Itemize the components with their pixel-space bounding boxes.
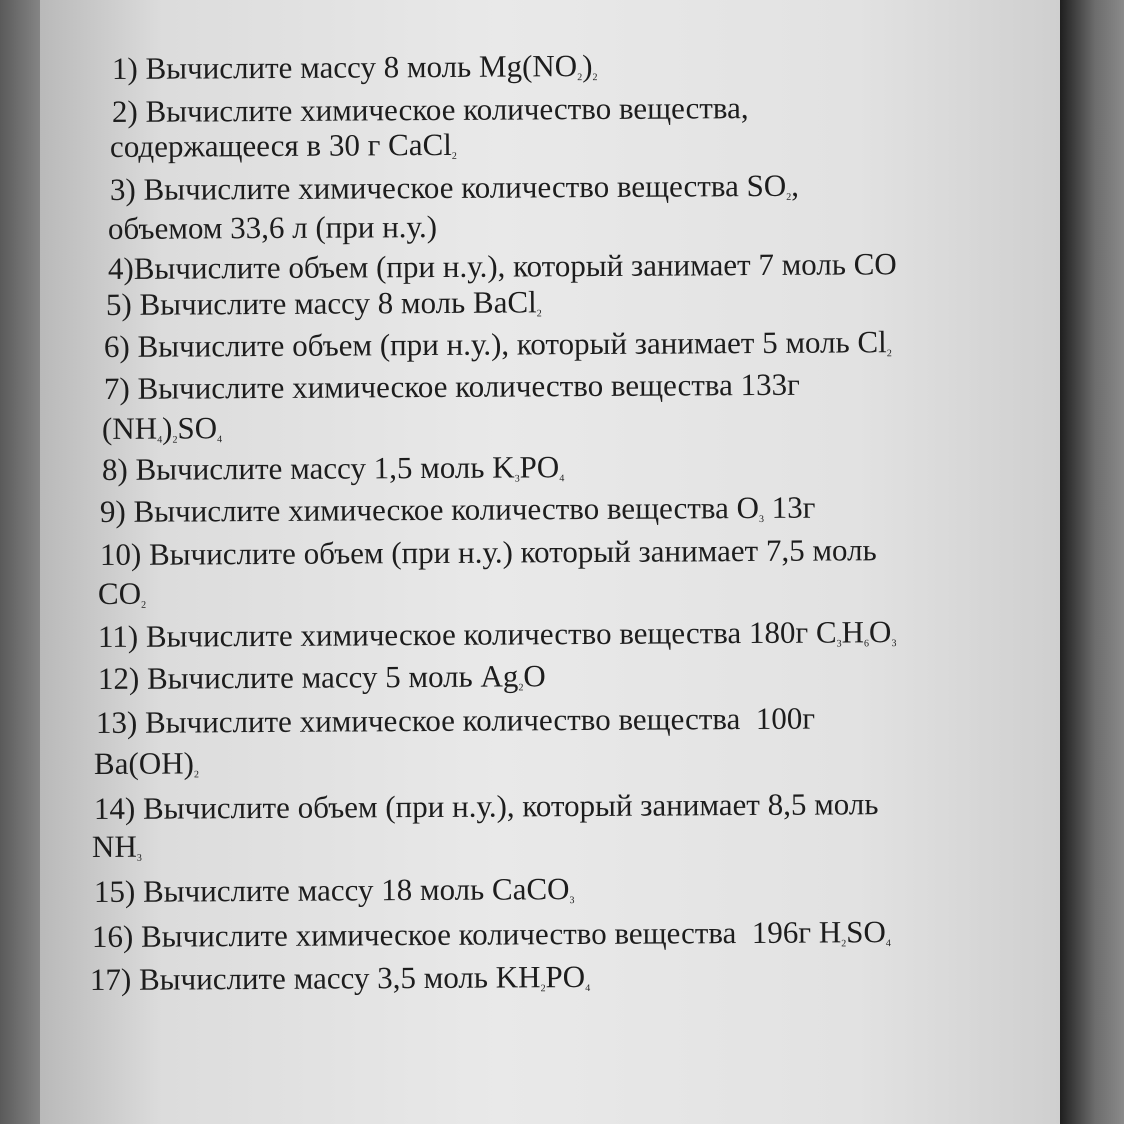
task-7-line-2 — [102, 411, 222, 446]
subscript: 2 — [141, 599, 147, 611]
text-run: SO — [177, 410, 218, 446]
text-run: PO — [519, 449, 560, 485]
subscript: 2 — [172, 434, 178, 446]
paper-sheet — [40, 0, 1060, 1124]
text-run: 16) Вычислите химическое количество вещества 196г H — [91, 914, 842, 954]
right-edge — [1060, 0, 1124, 1124]
subscript: 2 — [451, 150, 457, 162]
text-run: 1) Вычислите массу 8 моль Mg(NO — [111, 48, 578, 86]
subscript: 2 — [886, 348, 892, 360]
task-2-line-1 — [112, 91, 749, 129]
text-run: NH — [91, 828, 137, 864]
subscript: 2 — [786, 191, 792, 203]
task-13-line-2 — [94, 746, 199, 781]
subscript: 2 — [592, 72, 598, 84]
task-11-line-1 — [98, 615, 897, 654]
task-10-line-1 — [100, 533, 877, 572]
text-run: 13г — [763, 489, 816, 525]
subscript: 4 — [559, 473, 565, 485]
text-run: 15) Вычислите массу 18 моль CaCO — [93, 871, 570, 909]
task-6-line-1 — [104, 325, 892, 364]
text-run: (NH — [101, 410, 158, 446]
task-13-line-1 — [96, 702, 815, 740]
subscript: 2 — [536, 308, 542, 320]
subscript: 3 — [759, 513, 765, 525]
subscript: 3 — [891, 638, 897, 650]
task-5-line-1 — [106, 285, 542, 322]
subscript: 3 — [136, 852, 142, 864]
subscript: 4 — [217, 434, 223, 446]
subscript: 4 — [885, 938, 891, 950]
task-9-line-1 — [100, 491, 816, 529]
text-run: 10) Вычислите объем (при н.у.) который занимает 7,5 моль — [99, 532, 877, 572]
task-1-line-1 — [112, 49, 598, 86]
subscript: 2 — [540, 983, 546, 995]
subscript: 2 — [841, 938, 847, 950]
task-15-line-1 — [94, 872, 575, 909]
subscript: 4 — [585, 982, 591, 994]
text-run: PO — [545, 958, 586, 995]
subscript: 4 — [157, 434, 163, 446]
task-7-line-1 — [104, 368, 800, 406]
subscript: 6 — [864, 638, 870, 650]
subscript: 2 — [193, 769, 199, 781]
text-run: 13) Вычислите химическое количество вещества 100г — [95, 700, 816, 740]
text-run: ) — [582, 48, 593, 84]
text-run: объемом 33,6 л (при н.у.) — [107, 208, 438, 246]
text-run: O — [868, 614, 892, 650]
text-run: CO — [97, 575, 142, 611]
task-10-line-2 — [98, 577, 146, 611]
text-run: содержащееся в 30 г CaCl — [109, 126, 452, 164]
text-run: H — [841, 614, 865, 650]
text-run: Ba(OH) — [93, 745, 194, 781]
text-run: 17) Вычислите массу 3,5 моль KH — [89, 959, 541, 997]
subscript: 2 — [577, 72, 583, 84]
task-12-line-1 — [98, 659, 546, 696]
text-run: SO — [846, 914, 886, 950]
task-14-line-1 — [94, 787, 879, 826]
task-17-line-1 — [90, 960, 590, 997]
text-run: 5) Вычислите массу 8 моль BaCl — [105, 284, 537, 322]
text-run: 7) Вычислите химическое количество вещества 133г — [103, 366, 800, 406]
task-2-line-2 — [110, 128, 457, 164]
task-14-line-2 — [92, 830, 142, 864]
text-run: 8) Вычислите массу 1,5 моль K — [101, 449, 515, 487]
task-4-line-1 — [108, 247, 897, 286]
task-3-line-2 — [108, 210, 437, 246]
text-run: 6) Вычислите объем (при н.у.), который занимает 5 моль Cl — [103, 324, 887, 364]
subscript: 3 — [569, 895, 575, 907]
text-run: 12) Вычислите массу 5 моль Ag — [97, 658, 519, 696]
text-run: 4)Вычислите объем (при н.у.), который занимает 7 моль CO — [107, 246, 897, 286]
task-8-line-1 — [102, 450, 564, 487]
text-run: ) — [161, 410, 173, 446]
subscript: 3 — [836, 638, 842, 650]
task-16-line-1 — [92, 915, 891, 954]
text-run: O — [523, 658, 546, 694]
text-run: , — [791, 167, 800, 203]
text-run: 9) Вычислите химическое количество вещества O — [99, 489, 760, 529]
text-run: 14) Вычислите объем (при н.у.), который занимает 8,5 моль — [93, 786, 879, 826]
text-run: 3) Вычислите химическое количество вещества SO — [109, 167, 787, 207]
text-run: 11) Вычислите химическое количество вещества 180г C — [97, 614, 837, 654]
task-3-line-1 — [110, 169, 799, 207]
text-run: 2) Вычислите химическое количество вещества, — [111, 90, 749, 129]
subscript: 3 — [514, 473, 520, 485]
subscript: 2 — [518, 682, 524, 694]
